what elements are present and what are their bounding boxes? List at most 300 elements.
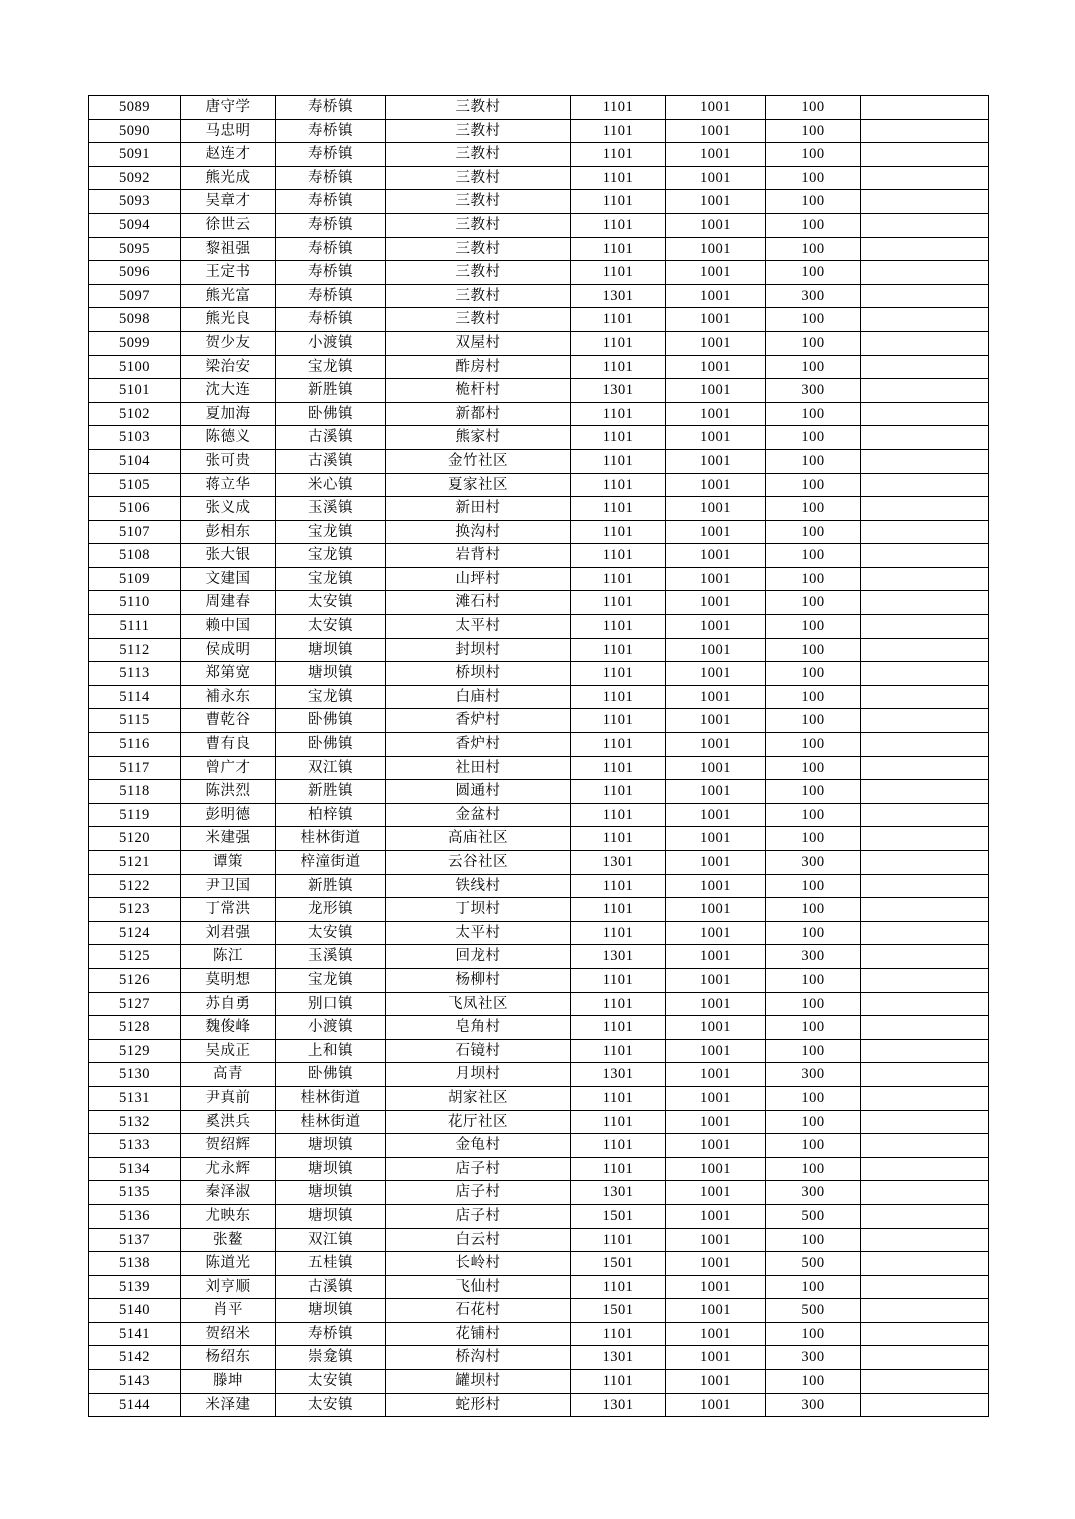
cell-code2: 1001 — [666, 1016, 766, 1040]
cell-name: 魏俊峰 — [181, 1016, 276, 1040]
cell-id: 5142 — [89, 1346, 181, 1370]
cell-code1: 1101 — [571, 213, 666, 237]
cell-name: 吴章才 — [181, 190, 276, 214]
cell-blank — [861, 733, 989, 757]
cell-id: 5135 — [89, 1181, 181, 1205]
cell-town: 塘坝镇 — [276, 638, 386, 662]
cell-id: 5097 — [89, 284, 181, 308]
cell-town: 寿桥镇 — [276, 96, 386, 120]
cell-name: 陈道光 — [181, 1252, 276, 1276]
cell-id: 5107 — [89, 520, 181, 544]
cell-code1: 1101 — [571, 1322, 666, 1346]
cell-town: 梓潼街道 — [276, 851, 386, 875]
cell-amount: 100 — [766, 567, 861, 591]
cell-id: 5115 — [89, 709, 181, 733]
cell-blank — [861, 1016, 989, 1040]
cell-name: 米建强 — [181, 827, 276, 851]
table-row — [89, 473, 989, 497]
cell-village: 三教村 — [386, 213, 571, 237]
cell-amount: 300 — [766, 1346, 861, 1370]
cell-code2: 1001 — [666, 96, 766, 120]
cell-village: 新田村 — [386, 497, 571, 521]
cell-village: 三教村 — [386, 190, 571, 214]
cell-village: 桥坝村 — [386, 662, 571, 686]
table-row — [89, 355, 989, 379]
cell-code2: 1001 — [666, 213, 766, 237]
cell-name: 滕坤 — [181, 1370, 276, 1394]
cell-village: 蛇形村 — [386, 1393, 571, 1417]
roster-table-body — [89, 96, 989, 1417]
cell-town: 太安镇 — [276, 1370, 386, 1394]
table-row — [89, 143, 989, 167]
cell-code1: 1101 — [571, 1370, 666, 1394]
cell-code1: 1301 — [571, 284, 666, 308]
cell-village: 杨柳村 — [386, 968, 571, 992]
cell-code2: 1001 — [666, 685, 766, 709]
cell-code2: 1001 — [666, 874, 766, 898]
cell-code1: 1101 — [571, 426, 666, 450]
cell-blank — [861, 497, 989, 521]
cell-code1: 1101 — [571, 143, 666, 167]
cell-id: 5104 — [89, 449, 181, 473]
cell-code1: 1101 — [571, 1275, 666, 1299]
cell-town: 古溪镇 — [276, 426, 386, 450]
cell-amount: 100 — [766, 733, 861, 757]
cell-id: 5124 — [89, 921, 181, 945]
cell-code1: 1101 — [571, 497, 666, 521]
cell-code1: 1101 — [571, 898, 666, 922]
cell-code2: 1001 — [666, 851, 766, 875]
cell-amount: 100 — [766, 473, 861, 497]
cell-town: 双江镇 — [276, 1228, 386, 1252]
cell-code2: 1001 — [666, 733, 766, 757]
cell-code2: 1001 — [666, 921, 766, 945]
table-row — [89, 851, 989, 875]
cell-town: 宝龙镇 — [276, 567, 386, 591]
cell-id: 5100 — [89, 355, 181, 379]
cell-id: 5114 — [89, 685, 181, 709]
cell-village: 回龙村 — [386, 945, 571, 969]
cell-code1: 1101 — [571, 1086, 666, 1110]
cell-amount: 100 — [766, 638, 861, 662]
cell-town: 寿桥镇 — [276, 143, 386, 167]
cell-amount: 100 — [766, 898, 861, 922]
cell-village: 三教村 — [386, 96, 571, 120]
cell-blank — [861, 449, 989, 473]
cell-id: 5128 — [89, 1016, 181, 1040]
cell-amount: 100 — [766, 1016, 861, 1040]
cell-code1: 1101 — [571, 662, 666, 686]
cell-id: 5138 — [89, 1252, 181, 1276]
table-row — [89, 827, 989, 851]
cell-name: 杨绍东 — [181, 1346, 276, 1370]
cell-amount: 100 — [766, 402, 861, 426]
cell-blank — [861, 284, 989, 308]
cell-blank — [861, 968, 989, 992]
table-row — [89, 591, 989, 615]
cell-amount: 100 — [766, 1086, 861, 1110]
cell-village: 双屋村 — [386, 331, 571, 355]
cell-town: 寿桥镇 — [276, 237, 386, 261]
cell-blank — [861, 1134, 989, 1158]
table-row — [89, 567, 989, 591]
cell-village: 胡家社区 — [386, 1086, 571, 1110]
cell-village: 三教村 — [386, 166, 571, 190]
cell-amount: 100 — [766, 96, 861, 120]
cell-id: 5091 — [89, 143, 181, 167]
cell-code2: 1001 — [666, 1252, 766, 1276]
cell-blank — [861, 945, 989, 969]
cell-amount: 100 — [766, 1322, 861, 1346]
cell-town: 别口镇 — [276, 992, 386, 1016]
cell-code2: 1001 — [666, 449, 766, 473]
cell-village: 石花村 — [386, 1299, 571, 1323]
cell-id: 5129 — [89, 1039, 181, 1063]
cell-code1: 1301 — [571, 851, 666, 875]
cell-id: 5094 — [89, 213, 181, 237]
cell-name: 奚洪兵 — [181, 1110, 276, 1134]
cell-code2: 1001 — [666, 544, 766, 568]
cell-code1: 1301 — [571, 1346, 666, 1370]
cell-id: 5098 — [89, 308, 181, 332]
cell-blank — [861, 1346, 989, 1370]
cell-name: 曹有良 — [181, 733, 276, 757]
cell-village: 月坝村 — [386, 1063, 571, 1087]
cell-id: 5102 — [89, 402, 181, 426]
table-row — [89, 1204, 989, 1228]
cell-town: 太安镇 — [276, 921, 386, 945]
cell-village: 圆通村 — [386, 780, 571, 804]
cell-village: 白庙村 — [386, 685, 571, 709]
cell-blank — [861, 237, 989, 261]
cell-amount: 100 — [766, 497, 861, 521]
cell-id: 5133 — [89, 1134, 181, 1158]
cell-town: 古溪镇 — [276, 449, 386, 473]
cell-village: 高庙社区 — [386, 827, 571, 851]
cell-village: 岩背村 — [386, 544, 571, 568]
table-row — [89, 780, 989, 804]
cell-code1: 1301 — [571, 1063, 666, 1087]
cell-name: 補永东 — [181, 685, 276, 709]
cell-town: 塘坝镇 — [276, 1157, 386, 1181]
cell-village: 石镜村 — [386, 1039, 571, 1063]
table-row — [89, 803, 989, 827]
table-row — [89, 1110, 989, 1134]
cell-id: 5113 — [89, 662, 181, 686]
table-row — [89, 1228, 989, 1252]
cell-amount: 100 — [766, 827, 861, 851]
cell-town: 卧佛镇 — [276, 402, 386, 426]
cell-town: 龙形镇 — [276, 898, 386, 922]
cell-name: 沈大连 — [181, 379, 276, 403]
table-row — [89, 1063, 989, 1087]
cell-code1: 1101 — [571, 827, 666, 851]
cell-code1: 1101 — [571, 331, 666, 355]
cell-code2: 1001 — [666, 591, 766, 615]
cell-blank — [861, 261, 989, 285]
cell-town: 宝龙镇 — [276, 685, 386, 709]
cell-code1: 1501 — [571, 1252, 666, 1276]
cell-code2: 1001 — [666, 308, 766, 332]
cell-id: 5096 — [89, 261, 181, 285]
cell-code2: 1001 — [666, 662, 766, 686]
cell-code1: 1101 — [571, 1016, 666, 1040]
cell-name: 彭明德 — [181, 803, 276, 827]
cell-blank — [861, 874, 989, 898]
cell-amount: 100 — [766, 992, 861, 1016]
cell-name: 丁常洪 — [181, 898, 276, 922]
cell-amount: 100 — [766, 190, 861, 214]
cell-village: 三教村 — [386, 284, 571, 308]
table-row — [89, 284, 989, 308]
cell-town: 寿桥镇 — [276, 119, 386, 143]
cell-blank — [861, 119, 989, 143]
table-row — [89, 544, 989, 568]
cell-amount: 100 — [766, 544, 861, 568]
cell-code2: 1001 — [666, 756, 766, 780]
cell-blank — [861, 190, 989, 214]
cell-code1: 1101 — [571, 1134, 666, 1158]
table-row — [89, 449, 989, 473]
cell-name: 陈洪烈 — [181, 780, 276, 804]
cell-village: 换沟村 — [386, 520, 571, 544]
cell-amount: 100 — [766, 1039, 861, 1063]
cell-amount: 100 — [766, 119, 861, 143]
cell-town: 宝龙镇 — [276, 355, 386, 379]
cell-id: 5126 — [89, 968, 181, 992]
cell-town: 小渡镇 — [276, 1016, 386, 1040]
cell-town: 桂林街道 — [276, 1086, 386, 1110]
cell-blank — [861, 308, 989, 332]
cell-village: 三教村 — [386, 237, 571, 261]
table-row — [89, 709, 989, 733]
cell-village: 太平村 — [386, 615, 571, 639]
cell-name: 陈江 — [181, 945, 276, 969]
cell-id: 5125 — [89, 945, 181, 969]
cell-name: 苏自勇 — [181, 992, 276, 1016]
table-row — [89, 331, 989, 355]
cell-blank — [861, 685, 989, 709]
cell-amount: 100 — [766, 166, 861, 190]
cell-name: 吴成正 — [181, 1039, 276, 1063]
cell-name: 贺绍辉 — [181, 1134, 276, 1158]
cell-blank — [861, 1370, 989, 1394]
cell-code1: 1101 — [571, 615, 666, 639]
table-row — [89, 1016, 989, 1040]
cell-town: 新胜镇 — [276, 379, 386, 403]
cell-village: 夏家社区 — [386, 473, 571, 497]
cell-town: 宝龙镇 — [276, 544, 386, 568]
cell-code1: 1101 — [571, 119, 666, 143]
cell-amount: 100 — [766, 520, 861, 544]
cell-name: 尹真前 — [181, 1086, 276, 1110]
cell-code2: 1001 — [666, 709, 766, 733]
cell-code2: 1001 — [666, 780, 766, 804]
cell-code1: 1101 — [571, 355, 666, 379]
cell-name: 梁治安 — [181, 355, 276, 379]
cell-code2: 1001 — [666, 1110, 766, 1134]
cell-name: 尤映东 — [181, 1204, 276, 1228]
cell-town: 太安镇 — [276, 615, 386, 639]
cell-village: 店子村 — [386, 1204, 571, 1228]
cell-code2: 1001 — [666, 497, 766, 521]
cell-id: 5120 — [89, 827, 181, 851]
cell-amount: 100 — [766, 874, 861, 898]
cell-id: 5137 — [89, 1228, 181, 1252]
cell-id: 5111 — [89, 615, 181, 639]
cell-blank — [861, 638, 989, 662]
cell-code1: 1101 — [571, 567, 666, 591]
cell-name: 赵连才 — [181, 143, 276, 167]
cell-id: 5105 — [89, 473, 181, 497]
table-row — [89, 1252, 989, 1276]
cell-name: 刘君强 — [181, 921, 276, 945]
cell-town: 太安镇 — [276, 1393, 386, 1417]
cell-amount: 100 — [766, 355, 861, 379]
cell-code1: 1101 — [571, 520, 666, 544]
cell-village: 白云村 — [386, 1228, 571, 1252]
cell-blank — [861, 756, 989, 780]
table-row — [89, 308, 989, 332]
cell-village: 桥沟村 — [386, 1346, 571, 1370]
cell-blank — [861, 851, 989, 875]
cell-village: 新都村 — [386, 402, 571, 426]
cell-code2: 1001 — [666, 803, 766, 827]
cell-id: 5089 — [89, 96, 181, 120]
cell-amount: 100 — [766, 1275, 861, 1299]
cell-id: 5118 — [89, 780, 181, 804]
cell-code2: 1001 — [666, 1275, 766, 1299]
cell-blank — [861, 379, 989, 403]
cell-name: 王定书 — [181, 261, 276, 285]
cell-name: 唐守学 — [181, 96, 276, 120]
cell-code2: 1001 — [666, 143, 766, 167]
cell-blank — [861, 1110, 989, 1134]
cell-amount: 100 — [766, 709, 861, 733]
table-row — [89, 968, 989, 992]
cell-amount: 300 — [766, 284, 861, 308]
cell-id: 5108 — [89, 544, 181, 568]
cell-code2: 1001 — [666, 473, 766, 497]
cell-code1: 1301 — [571, 1393, 666, 1417]
cell-village: 罐坝村 — [386, 1370, 571, 1394]
cell-amount: 100 — [766, 662, 861, 686]
cell-code2: 1001 — [666, 638, 766, 662]
cell-village: 丁坝村 — [386, 898, 571, 922]
cell-amount: 100 — [766, 591, 861, 615]
cell-code1: 1101 — [571, 473, 666, 497]
cell-blank — [861, 143, 989, 167]
cell-amount: 100 — [766, 331, 861, 355]
table-row — [89, 1275, 989, 1299]
table-row — [89, 237, 989, 261]
cell-code2: 1001 — [666, 945, 766, 969]
cell-name: 米泽建 — [181, 1393, 276, 1417]
cell-town: 寿桥镇 — [276, 213, 386, 237]
cell-amount: 500 — [766, 1204, 861, 1228]
cell-name: 尤永辉 — [181, 1157, 276, 1181]
cell-village: 三教村 — [386, 119, 571, 143]
cell-blank — [861, 1086, 989, 1110]
cell-name: 尹卫国 — [181, 874, 276, 898]
cell-blank — [861, 331, 989, 355]
table-row — [89, 992, 989, 1016]
cell-town: 米心镇 — [276, 473, 386, 497]
cell-code2: 1001 — [666, 1134, 766, 1158]
cell-village: 金竹社区 — [386, 449, 571, 473]
cell-id: 5090 — [89, 119, 181, 143]
table-row — [89, 733, 989, 757]
cell-name: 陈德义 — [181, 426, 276, 450]
cell-id: 5109 — [89, 567, 181, 591]
cell-code1: 1101 — [571, 756, 666, 780]
cell-blank — [861, 355, 989, 379]
cell-name: 郑第宽 — [181, 662, 276, 686]
cell-name: 秦泽淑 — [181, 1181, 276, 1205]
cell-code2: 1001 — [666, 426, 766, 450]
cell-town: 宝龙镇 — [276, 968, 386, 992]
cell-town: 新胜镇 — [276, 780, 386, 804]
cell-town: 小渡镇 — [276, 331, 386, 355]
cell-town: 塘坝镇 — [276, 1204, 386, 1228]
table-row — [89, 921, 989, 945]
cell-code1: 1101 — [571, 1039, 666, 1063]
cell-code1: 1101 — [571, 733, 666, 757]
cell-code2: 1001 — [666, 1204, 766, 1228]
cell-name: 曹乾谷 — [181, 709, 276, 733]
cell-code2: 1001 — [666, 331, 766, 355]
cell-blank — [861, 898, 989, 922]
cell-town: 卧佛镇 — [276, 709, 386, 733]
cell-code2: 1001 — [666, 284, 766, 308]
cell-code2: 1001 — [666, 898, 766, 922]
cell-code2: 1001 — [666, 1322, 766, 1346]
cell-code2: 1001 — [666, 827, 766, 851]
cell-code2: 1001 — [666, 1370, 766, 1394]
table-row — [89, 190, 989, 214]
cell-code1: 1101 — [571, 96, 666, 120]
cell-blank — [861, 780, 989, 804]
cell-amount: 100 — [766, 237, 861, 261]
cell-village: 太平村 — [386, 921, 571, 945]
cell-id: 5122 — [89, 874, 181, 898]
cell-amount: 100 — [766, 780, 861, 804]
cell-town: 寿桥镇 — [276, 308, 386, 332]
cell-village: 三教村 — [386, 261, 571, 285]
table-row — [89, 497, 989, 521]
cell-name: 周建春 — [181, 591, 276, 615]
cell-code1: 1101 — [571, 685, 666, 709]
cell-village: 花厅社区 — [386, 1110, 571, 1134]
cell-code2: 1001 — [666, 1157, 766, 1181]
cell-code2: 1001 — [666, 1181, 766, 1205]
cell-amount: 500 — [766, 1252, 861, 1276]
table-row — [89, 1322, 989, 1346]
cell-blank — [861, 544, 989, 568]
cell-amount: 300 — [766, 851, 861, 875]
cell-id: 5140 — [89, 1299, 181, 1323]
cell-blank — [861, 921, 989, 945]
cell-village: 封坝村 — [386, 638, 571, 662]
cell-blank — [861, 1039, 989, 1063]
table-row — [89, 1157, 989, 1181]
cell-code1: 1301 — [571, 379, 666, 403]
cell-id: 5121 — [89, 851, 181, 875]
cell-name: 徐世云 — [181, 213, 276, 237]
cell-code1: 1101 — [571, 261, 666, 285]
cell-village: 飞仙村 — [386, 1275, 571, 1299]
cell-code1: 1101 — [571, 1157, 666, 1181]
